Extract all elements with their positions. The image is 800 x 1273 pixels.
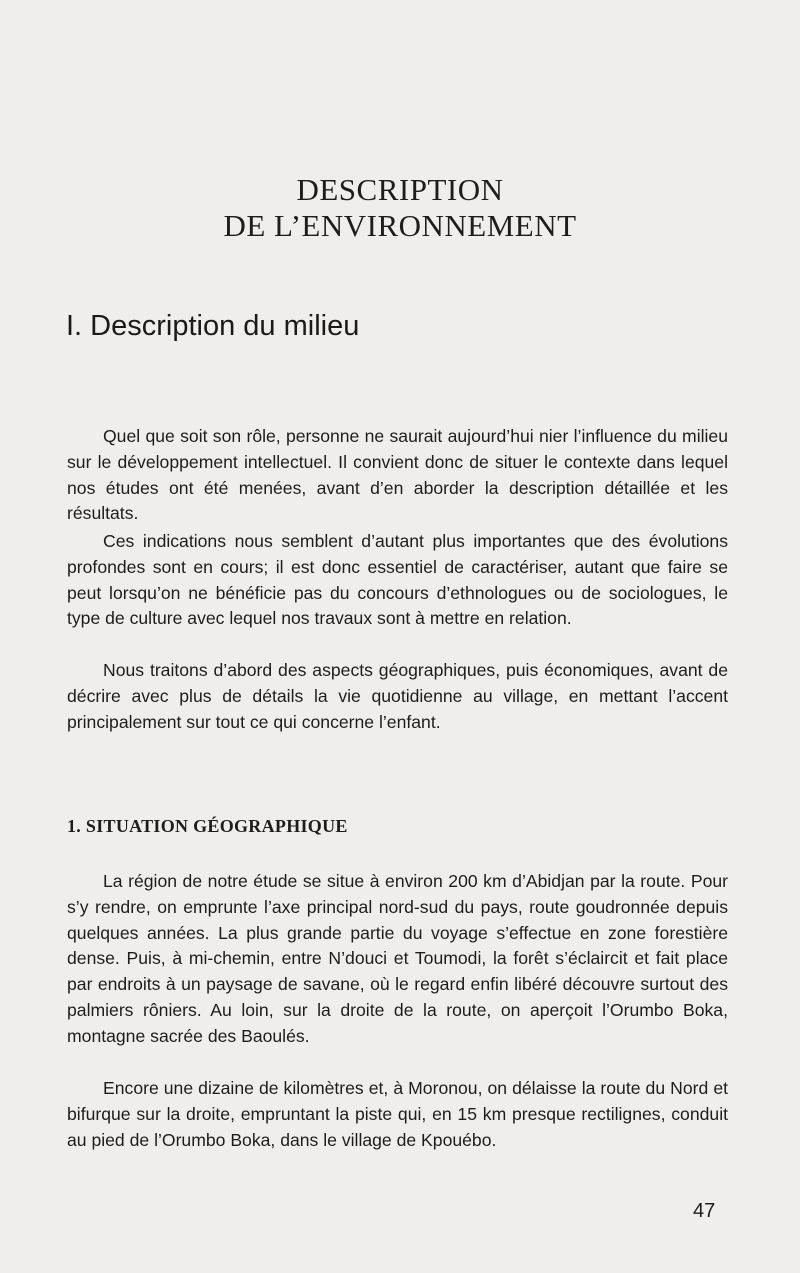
geography-paragraph-2: Encore une dizaine de kilomètres et, à Moronou, on délaisse la route du Nord et bifurque sur la droite, empruntant la piste qui, en 15 km presque rectilignes, conduit au pied de l’Orumbo Boka, dans le village de Kpouébo.: [67, 1078, 728, 1150]
section-title: I. Description du milieu: [66, 310, 360, 342]
chapter-title-line-1: DESCRIPTION: [296, 172, 504, 207]
intro-paragraph-1: Quel que soit son rôle, personne ne saurait aujourd’hui nier l’influence du milieu sur le développement intellectuel. Il convient donc de situer le contexte dans lequel nos études ont été menées, avant d’en aborder la description détaillée et les résultats.: [67, 426, 728, 524]
chapter-title-line-2: DE L’ENVIRONNEMENT: [223, 208, 577, 243]
intro-paragraph-2: Ces indications nous semblent d’autant plus importantes que des évolutions profondes sont en cours; il est donc essentiel de caractériser, autant que faire se peut lorsqu’on ne bénéficie pas du concours d’ethnologues ou de sociologues, le type de culture avec lequel nos travaux sont à mettre en relation.: [67, 531, 728, 629]
page-number: 47: [693, 1200, 716, 1222]
intro-paragraph-3: Nous traitons d’abord des aspects géographiques, puis économiques, avant de décrire avec plus de détails la vie quotidienne au village, en mettant l’accent principalement sur tout ce qui concerne l’enfant.: [67, 660, 728, 732]
subsection-heading: 1. SITUATION GÉOGRAPHIQUE: [67, 816, 348, 836]
geography-paragraph-1: La région de notre étude se situe à environ 200 km d’Abidjan par la route. Pour s’y rendre, on emprunte l’axe principal nord-sud du pays, route goudronnée depuis quelques années. La plus grande partie du voyage s’effectue en zone forestière dense. Puis, à mi-chemin, entre N’douci et Toumodi, la forêt s’éclaircit et fait place par endroits à un paysage de savane, où le regard enfin libéré découvre surtout des palmiers rôniers. Au loin, sur la droite de la route, on aperçoit l’Orumbo Boka, montagne sacrée des Baoulés.: [67, 871, 728, 1046]
